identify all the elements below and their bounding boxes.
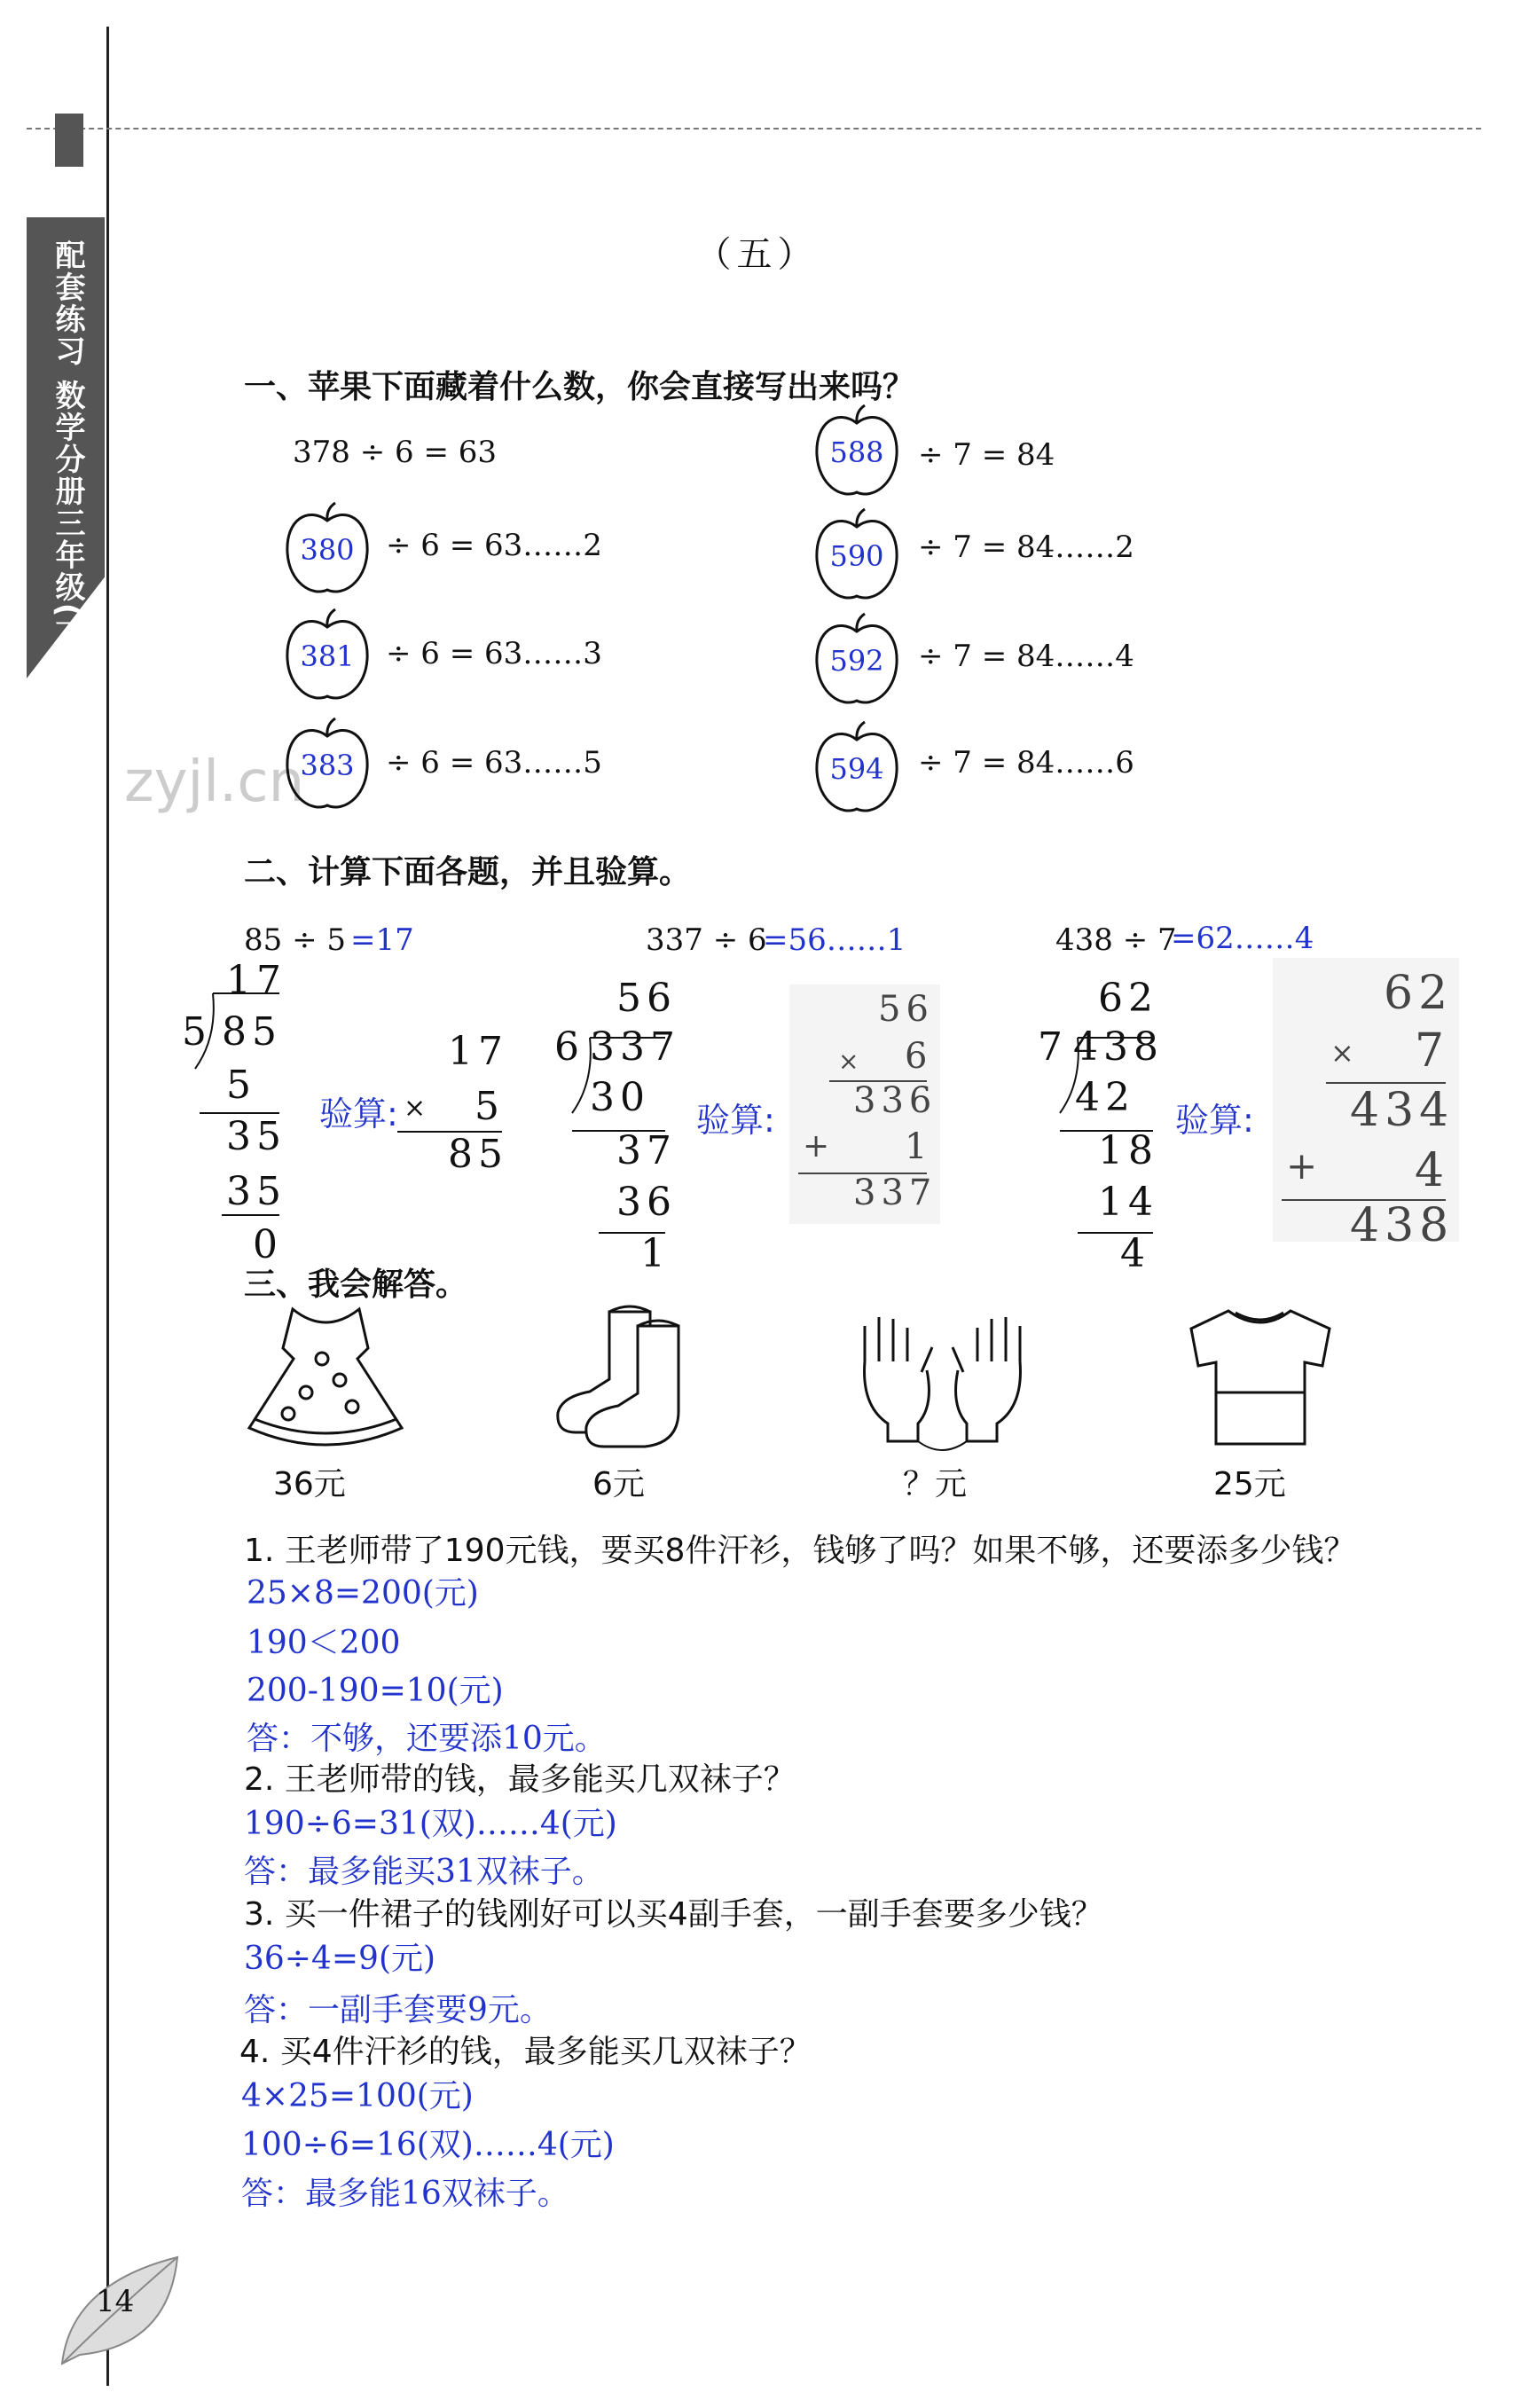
gloves-icon xyxy=(847,1308,1038,1459)
problem1-question: 85 ÷ 5 xyxy=(244,922,346,958)
answer-line: 25×8=200(元) xyxy=(247,1575,479,1612)
apple-icon xyxy=(282,608,373,703)
left-equation-1: ÷ 6 = 63……2 xyxy=(386,528,602,563)
page-number: 14 xyxy=(96,2284,135,2319)
section3-heading: 三、我会解答。 xyxy=(244,1267,468,1303)
apple-icon xyxy=(812,404,902,499)
apple-answer: 588 xyxy=(829,435,884,469)
apple-icon xyxy=(812,507,902,603)
answer-line: 36÷4=9(元) xyxy=(244,1941,436,1977)
answer-line: 答：最多能买31双袜子。 xyxy=(244,1854,604,1890)
check-multiplicand: 56 xyxy=(878,989,934,1030)
quotient: 17 xyxy=(226,958,286,1003)
remainder: 4 xyxy=(1120,1231,1150,1276)
step-3: 35 xyxy=(226,1169,286,1214)
answer-line: 200-190=10(元) xyxy=(247,1673,504,1709)
plus-icon: + xyxy=(1286,1144,1323,1188)
times-icon: × xyxy=(404,1093,432,1124)
watermark: zyjl.cn xyxy=(124,749,305,815)
step-2: 18 xyxy=(1098,1128,1158,1173)
problem3-question: 438 ÷ 7 xyxy=(1055,922,1177,958)
apple-icon xyxy=(282,501,373,597)
section1-heading: 一、苹果下面藏着什么数，你会直接写出来吗？ xyxy=(244,369,915,405)
problem2-question: 337 ÷ 6 xyxy=(646,922,767,958)
question-1: 1. 王老师带了190元钱，要买8件汗衫，钱够了吗？如果不够，还要添多少钱？ xyxy=(244,1533,1356,1569)
step-1: 30 xyxy=(590,1075,650,1120)
problem3-answer: =62……4 xyxy=(1171,921,1314,956)
header-rule xyxy=(27,128,1481,129)
answer-line: 答：最多能16双袜子。 xyxy=(241,2176,569,2212)
tshirt-price: 25元 xyxy=(1213,1466,1286,1502)
check-multiplicand: 17 xyxy=(448,1029,508,1074)
gloves-price: ？元 xyxy=(903,1466,968,1502)
dividend: 337 xyxy=(590,1024,680,1070)
dividend: 438 xyxy=(1073,1024,1164,1070)
times-icon: × xyxy=(1330,1036,1360,1070)
left-equation-0: 378 ÷ 6 = 63 xyxy=(293,435,497,470)
answer-line: 4×25=100(元) xyxy=(241,2078,474,2114)
page-title: （五） xyxy=(695,234,819,275)
tshirt-icon xyxy=(1184,1304,1335,1450)
right-equation-3: ÷ 7 = 84……6 xyxy=(918,745,1134,780)
divisor: 6 xyxy=(554,1024,584,1070)
step-1: 42 xyxy=(1075,1075,1135,1120)
apple-answer: 592 xyxy=(829,644,884,678)
left-equation-3: ÷ 6 = 63……5 xyxy=(386,745,602,780)
right-equation-2: ÷ 7 = 84……4 xyxy=(918,639,1134,674)
apple-answer: 590 xyxy=(829,539,884,573)
quotient: 62 xyxy=(1098,976,1158,1021)
apple-icon xyxy=(812,720,902,816)
left-equation-2: ÷ 6 = 63……3 xyxy=(386,636,602,671)
right-equation-1: ÷ 7 = 84……2 xyxy=(918,529,1134,565)
right-equation-0: ÷ 7 = 84 xyxy=(918,437,1055,473)
answer-line: 190＜200 xyxy=(247,1625,401,1661)
check-multiplier: 6 xyxy=(905,1036,933,1077)
question-4: 4. 买4件汗衫的钱，最多能买几双袜子？ xyxy=(239,2034,812,2070)
divisor: 7 xyxy=(1038,1024,1068,1070)
remainder: 1 xyxy=(640,1231,671,1276)
check-product: 336 xyxy=(853,1080,937,1121)
dividend: 85 xyxy=(222,1009,282,1055)
socks-icon xyxy=(554,1299,705,1459)
socks-price: 6元 xyxy=(592,1466,645,1502)
check-label: 验算: xyxy=(319,1094,398,1133)
question-2: 2. 王老师带的钱，最多能买几双袜子？ xyxy=(244,1761,796,1798)
answer-line: 190÷6=31(双)……4(元) xyxy=(244,1806,617,1842)
header-marker xyxy=(55,114,83,167)
check-multiplier: 5 xyxy=(475,1084,505,1129)
problem1-answer: =17 xyxy=(350,922,414,958)
apple-icon xyxy=(282,717,373,812)
step-3: 14 xyxy=(1098,1180,1158,1225)
apple-answer: 383 xyxy=(300,749,355,782)
step-2: 37 xyxy=(616,1128,677,1173)
apple-answer: 380 xyxy=(300,533,355,567)
step-1: 5 xyxy=(226,1063,256,1108)
check-result: 438 xyxy=(1350,1199,1455,1252)
check-label: 验算: xyxy=(1175,1101,1254,1140)
dress-price: 36元 xyxy=(273,1466,346,1502)
check-addend: 1 xyxy=(905,1126,933,1167)
side-tab-text: 配套练习 数学分册三年级(下) xyxy=(50,239,85,666)
plus-icon: + xyxy=(803,1128,835,1165)
divisor: 5 xyxy=(182,1009,212,1055)
problem2-answer: =56……1 xyxy=(763,922,906,958)
check-addend: 4 xyxy=(1415,1144,1450,1197)
times-icon: × xyxy=(838,1047,865,1076)
step-2: 35 xyxy=(226,1114,286,1159)
check-multiplier: 7 xyxy=(1415,1024,1450,1078)
remainder: 0 xyxy=(253,1222,283,1267)
check-multiplicand: 62 xyxy=(1384,967,1454,1020)
apple-answer: 381 xyxy=(300,639,355,673)
step-3: 36 xyxy=(616,1180,677,1225)
check-result: 337 xyxy=(853,1173,937,1213)
answer-line: 100÷6=16(双)……4(元) xyxy=(241,2127,615,2163)
apple-icon xyxy=(812,612,902,708)
check-label: 验算: xyxy=(696,1101,775,1140)
check-result: 85 xyxy=(448,1132,508,1177)
dress-icon xyxy=(244,1304,408,1459)
apple-answer: 594 xyxy=(829,752,884,786)
answer-line: 答：一副手套要9元。 xyxy=(244,1992,552,2028)
quotient: 56 xyxy=(616,976,677,1021)
check-product: 434 xyxy=(1350,1084,1455,1137)
question-3: 3. 买一件裙子的钱刚好可以买4副手套，一副手套要多少钱？ xyxy=(244,1896,1103,1933)
margin-line xyxy=(106,27,109,2386)
section2-heading: 二、计算下面各题，并且验算。 xyxy=(244,854,692,890)
answer-line: 答：不够，还要添10元。 xyxy=(247,1721,607,1757)
